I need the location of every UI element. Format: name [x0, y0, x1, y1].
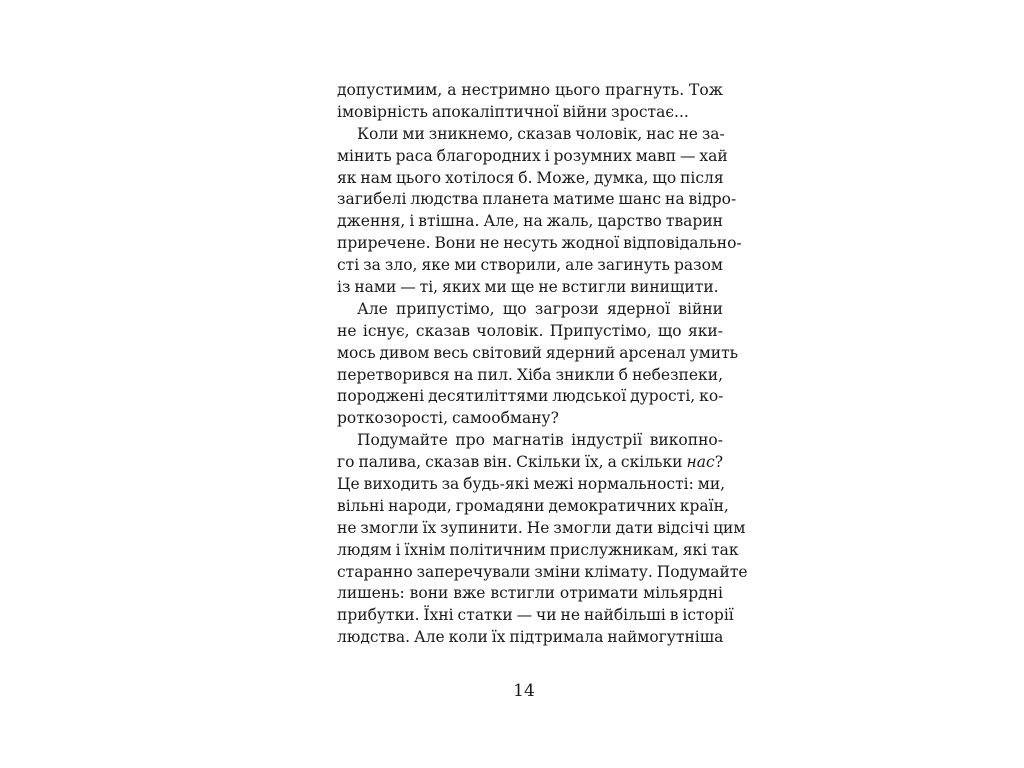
text-line: Це виходить за будь-які межі нормальності: ми, [337, 475, 726, 494]
text-line: людства. Але коли їх підтримала наймогутніша [337, 628, 724, 647]
text-line: мінить раса благородних і розумних мавп — хай [337, 146, 728, 165]
text-line: як нам цього хотілося б. Може, думка, що після [337, 168, 724, 187]
text-line: Коли ми зникнемо, сказав чоловік, нас не за- [357, 124, 725, 143]
text-line: сті за зло, яке ми створили, але загинуть разом [337, 256, 723, 275]
emphasis-text: нас [686, 453, 715, 472]
text-line: мось дивом весь світовий ядерний арсенал умить [337, 343, 739, 362]
text-line: перетворився на пил. Хіба зникли б небезпеки, [337, 365, 723, 384]
text-line: вільні народи, громадяни демократичних країн, [337, 496, 729, 515]
text-segment: ? [714, 453, 723, 472]
text-line: прибутки. Їхні статки — чи не найбільші в історії [337, 606, 734, 625]
text-line: загибелі людства планета матиме шанс на відро- [337, 190, 737, 209]
text-line: Але припустімо, що загрози ядерної війни [357, 299, 723, 318]
text-line: породжені десятиліттями людської дурості, ко- [337, 387, 724, 406]
text-line: людям і їхнім політичним прислужникам, які так [337, 540, 739, 559]
page-number: 14 [513, 681, 535, 701]
text-line: Подумайте про магнатів індустрії викопно- [357, 431, 723, 450]
text-line: приречене. Вони не несуть жодної відповідально- [337, 234, 742, 253]
text-line: роткозорості, самообману? [337, 409, 559, 428]
text-line: не змогли їх зупинити. Не змогли дати відсічі цим [337, 518, 746, 537]
text-line: допустимим, а нестримно цього прагнуть. Тож [337, 81, 723, 99]
text-line: із нами — ті, яких ми ще не встигли винищити. [337, 278, 719, 297]
text-line: лишень: вони вже встигли отримати мільярдні [337, 584, 723, 603]
body-text [337, 80, 748, 649]
text-line: імовірність апокаліптичної війни зростає... [337, 102, 689, 121]
text-segment: го палива, сказав він. Скільки їх, а скільки [337, 453, 687, 472]
text-line: не існує, сказав чоловік. Припустімо, що яки- [337, 321, 723, 340]
text-line: старанно заперечували зміни клімату. Подумайте [337, 562, 748, 581]
text-line [337, 452, 723, 474]
text-line: дження, і втішна. Але, на жаль, царство тварин [337, 212, 723, 231]
